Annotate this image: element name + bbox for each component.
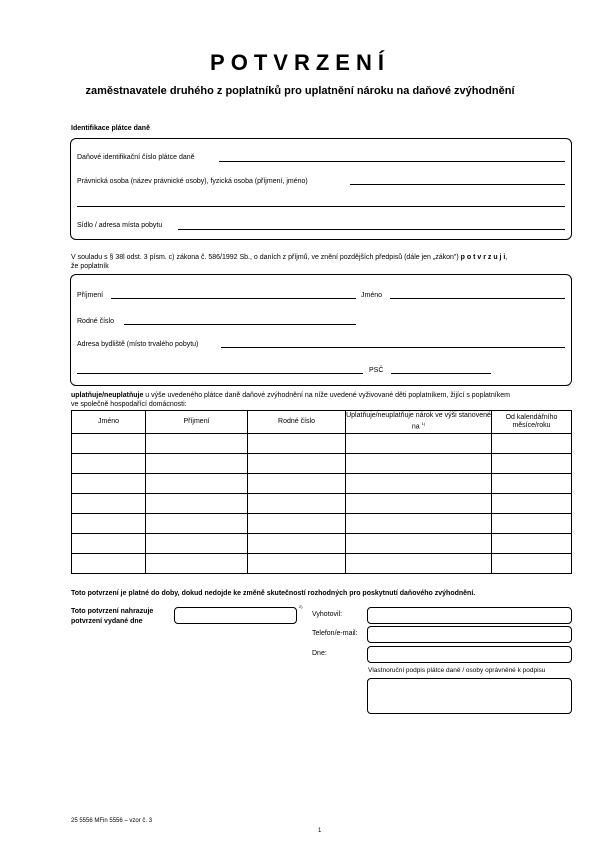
confirmation-line1	[71, 254, 507, 261]
table-cell[interactable]	[492, 434, 572, 454]
col-header-birth-number: Rodné číslo	[248, 411, 346, 434]
table-cell[interactable]	[492, 534, 572, 554]
col-header-firstname: Jméno	[72, 411, 146, 434]
table-cell[interactable]	[72, 474, 146, 494]
firstname-field[interactable]	[390, 298, 565, 299]
issued-by-label: Vyhotovil:	[312, 611, 343, 618]
table-header-row	[72, 411, 572, 434]
payer-address-field[interactable]	[178, 229, 565, 230]
payer-name-field[interactable]	[350, 184, 565, 185]
table-row	[72, 434, 572, 454]
claim-line2: ve společně hospodařící domácnosti:	[71, 401, 187, 408]
confirmation-emph: p o t v r z u j i	[460, 254, 506, 261]
table-cell[interactable]	[346, 554, 492, 574]
table-row	[72, 494, 572, 514]
taxpayer-address-field-line2[interactable]	[77, 373, 363, 374]
page-subtitle: zaměstnavatele druhého z poplatníků pro uplatnění nároku na daňové zvýhodnění	[85, 85, 515, 97]
issued-by-field[interactable]	[367, 607, 572, 624]
surname-field[interactable]	[111, 298, 356, 299]
col-header-surname: Příjmení	[146, 411, 248, 434]
table-cell[interactable]	[346, 514, 492, 534]
table-cell[interactable]	[492, 494, 572, 514]
form-code: 25 5556 MFin 5556 – vzor č. 3	[71, 818, 153, 824]
table-row	[72, 534, 572, 554]
page-title: POTVRZENÍ	[210, 50, 390, 75]
confirmation-line2: že poplatník	[71, 263, 109, 270]
table-cell[interactable]	[146, 534, 248, 554]
payer-name-field-line2[interactable]	[77, 206, 565, 207]
table-cell[interactable]	[248, 434, 346, 454]
taxpayer-address-field[interactable]	[221, 347, 565, 348]
table-cell[interactable]	[492, 474, 572, 494]
surname-label: Příjmení	[77, 292, 104, 299]
table-row	[72, 514, 572, 534]
page-number: 1	[318, 828, 322, 834]
birth-number-label: Rodné číslo	[77, 318, 114, 325]
phone-label: Telefon/e-mail:	[312, 630, 358, 637]
table-cell[interactable]	[72, 554, 146, 574]
table-cell[interactable]	[146, 454, 248, 474]
table-cell[interactable]	[72, 454, 146, 474]
table-cell[interactable]	[146, 554, 248, 574]
table-cell[interactable]	[248, 534, 346, 554]
replaces-footnote: 2)	[299, 604, 303, 609]
table-cell[interactable]	[146, 434, 248, 454]
table-cell[interactable]	[72, 514, 146, 534]
table-cell[interactable]	[346, 494, 492, 514]
table-row	[72, 554, 572, 574]
table-cell[interactable]	[72, 494, 146, 514]
dic-label: Daňové identifikační číslo plátce daně	[77, 154, 195, 161]
table-cell[interactable]	[248, 454, 346, 474]
table-cell[interactable]	[146, 474, 248, 494]
table-cell[interactable]	[492, 554, 572, 574]
table-row	[72, 454, 572, 474]
col-header-claim-text: Uplatňuje/neuplatňuje nárok ve výši stanovené na	[346, 412, 491, 431]
table-cell[interactable]	[492, 454, 572, 474]
table-cell[interactable]	[346, 534, 492, 554]
birth-number-field[interactable]	[124, 324, 356, 325]
firstname-label: Jméno	[361, 292, 383, 299]
children-table	[71, 410, 572, 574]
replaces-date-field[interactable]	[174, 607, 297, 624]
claim-rest: u výše uvedeného plátce daně daňové zvýhodnění na níže uvedené vyživované děti poplatníkem, žijící s poplatníkem	[143, 392, 510, 399]
dic-field[interactable]	[219, 161, 565, 162]
table-cell[interactable]	[346, 474, 492, 494]
table-cell[interactable]	[248, 474, 346, 494]
phone-field[interactable]	[367, 626, 572, 643]
confirmation-suffix: ,	[505, 254, 508, 261]
table-cell[interactable]	[248, 494, 346, 514]
payer-section-label: Identifikace plátce daně	[71, 125, 150, 132]
payer-name-label: Právnická osoba (název právnické osoby), fyzická osoba (příjmení, jméno)	[77, 178, 308, 185]
table-row	[72, 474, 572, 494]
col-header-from-month: Od kalendářního měsíce/roku	[492, 411, 572, 434]
claim-line1	[71, 392, 510, 399]
table-cell[interactable]	[346, 434, 492, 454]
table-cell[interactable]	[146, 494, 248, 514]
table-cell[interactable]	[492, 514, 572, 534]
signature-label: Vlastnoruční podpis plátce daně / osoby oprávněné k podpisu	[368, 667, 546, 674]
signature-field[interactable]	[367, 678, 572, 714]
replaces-label-line2: potvrzení vydané dne	[71, 618, 143, 625]
psc-label: PSČ	[369, 367, 384, 374]
taxpayer-box	[70, 274, 572, 386]
taxpayer-address-label: Adresa bydliště (místo trvalého pobytu)	[77, 341, 199, 348]
table-cell[interactable]	[248, 514, 346, 534]
replaces-label-line1: Toto potvrzení nahrazuje	[71, 608, 154, 615]
payer-address-label: Sídlo / adresa místa pobytu	[77, 222, 163, 229]
table-cell[interactable]	[248, 554, 346, 574]
table-cell[interactable]	[146, 514, 248, 534]
psc-field[interactable]	[391, 373, 491, 374]
claim-emph: uplatňuje/neuplatňuje	[71, 392, 144, 399]
date-field[interactable]	[367, 646, 572, 663]
confirmation-prefix: V souladu s § 38l odst. 3 písm. c) zákona č. 586/1992 Sb., o daních z příjmů, ve znění pozdějších předpisů (dále jen „zákon")	[71, 254, 461, 261]
validity-note: Toto potvrzení je platné do doby, dokud nedojde ke změně skutečností rozhodných pro poskytnutí daňového zvýhodnění.	[71, 590, 476, 597]
table-cell[interactable]	[72, 434, 146, 454]
table-cell[interactable]	[346, 454, 492, 474]
col-header-claim-footnote: 1)	[421, 421, 426, 427]
table-cell[interactable]	[72, 534, 146, 554]
col-header-claim	[346, 411, 492, 434]
date-label: Dne:	[312, 650, 327, 657]
